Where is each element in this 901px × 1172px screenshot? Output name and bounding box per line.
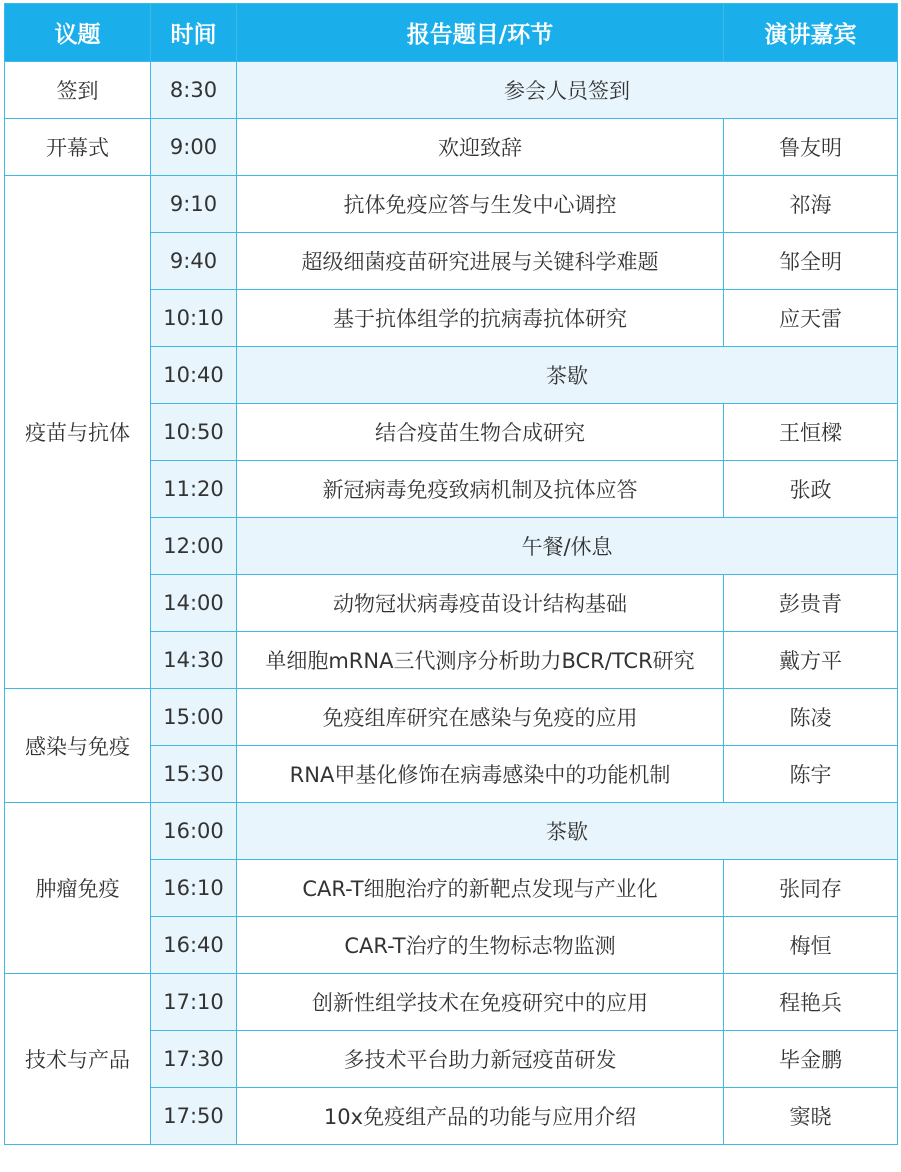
time-cell: 8:30 <box>151 62 237 119</box>
time-cell: 10:40 <box>151 347 237 404</box>
speaker-cell: 王恒樑 <box>724 404 898 461</box>
speaker-cell: 戴方平 <box>724 632 898 689</box>
time-cell: 9:00 <box>151 119 237 176</box>
agenda-header <box>5 4 898 62</box>
table-row <box>5 803 898 860</box>
talk-title-cell: 欢迎致辞 <box>237 119 724 176</box>
table-row <box>5 119 898 176</box>
time-cell: 17:10 <box>151 974 237 1031</box>
header-row <box>5 4 898 62</box>
talk-title-cell: 结合疫苗生物合成研究 <box>237 404 724 461</box>
break-cell: 茶歇 <box>237 347 898 404</box>
time-cell: 17:50 <box>151 1088 237 1145</box>
time-cell: 12:00 <box>151 518 237 575</box>
session-topic: 开幕式 <box>5 119 151 176</box>
talk-title-cell: CAR-T治疗的生物标志物监测 <box>237 917 724 974</box>
break-cell: 参会人员签到 <box>237 62 898 119</box>
speaker-cell: 陈凌 <box>724 689 898 746</box>
talk-title-cell: 动物冠状病毒疫苗设计结构基础 <box>237 575 724 632</box>
speaker-cell: 窦晓 <box>724 1088 898 1145</box>
time-cell: 16:00 <box>151 803 237 860</box>
session-topic: 签到 <box>5 62 151 119</box>
header-time: 时间 <box>151 4 237 62</box>
speaker-cell: 应天雷 <box>724 290 898 347</box>
talk-title-cell: 免疫组库研究在感染与免疫的应用 <box>237 689 724 746</box>
time-cell: 9:10 <box>151 176 237 233</box>
break-cell: 茶歇 <box>237 803 898 860</box>
speaker-cell: 毕金鹏 <box>724 1031 898 1088</box>
time-cell: 16:40 <box>151 917 237 974</box>
time-cell: 14:30 <box>151 632 237 689</box>
agenda-table <box>4 3 898 1145</box>
talk-title-cell: RNA甲基化修饰在病毒感染中的功能机制 <box>237 746 724 803</box>
session-topic: 疫苗与抗体 <box>5 176 151 689</box>
talk-title-cell: 新冠病毒免疫致病机制及抗体应答 <box>237 461 724 518</box>
time-cell: 11:20 <box>151 461 237 518</box>
header-title: 报告题目/环节 <box>237 4 724 62</box>
speaker-cell: 张同存 <box>724 860 898 917</box>
time-cell: 15:30 <box>151 746 237 803</box>
speaker-cell: 程艳兵 <box>724 974 898 1031</box>
session-topic: 感染与免疫 <box>5 689 151 803</box>
break-cell: 午餐/休息 <box>237 518 898 575</box>
time-cell: 15:00 <box>151 689 237 746</box>
talk-title-cell: CAR-T细胞治疗的新靶点发现与产业化 <box>237 860 724 917</box>
speaker-cell: 陈宇 <box>724 746 898 803</box>
talk-title-cell: 创新性组学技术在免疫研究中的应用 <box>237 974 724 1031</box>
time-cell: 17:30 <box>151 1031 237 1088</box>
time-cell: 16:10 <box>151 860 237 917</box>
talk-title-cell: 超级细菌疫苗研究进展与关键科学难题 <box>237 233 724 290</box>
table-row <box>5 689 898 746</box>
header-speaker: 演讲嘉宾 <box>724 4 898 62</box>
time-cell: 14:00 <box>151 575 237 632</box>
talk-title-cell: 单细胞mRNA三代测序分析助力BCR/TCR研究 <box>237 632 724 689</box>
speaker-cell: 鲁友明 <box>724 119 898 176</box>
speaker-cell: 邹全明 <box>724 233 898 290</box>
speaker-cell: 张政 <box>724 461 898 518</box>
session-topic: 技术与产品 <box>5 974 151 1145</box>
talk-title-cell: 基于抗体组学的抗病毒抗体研究 <box>237 290 724 347</box>
speaker-cell: 祁海 <box>724 176 898 233</box>
talk-title-cell: 10x免疫组产品的功能与应用介绍 <box>237 1088 724 1145</box>
agenda-body <box>5 62 898 1145</box>
table-row <box>5 62 898 119</box>
table-row <box>5 974 898 1031</box>
time-cell: 10:50 <box>151 404 237 461</box>
talk-title-cell: 抗体免疫应答与生发中心调控 <box>237 176 724 233</box>
session-topic: 肿瘤免疫 <box>5 803 151 974</box>
time-cell: 10:10 <box>151 290 237 347</box>
speaker-cell: 彭贵青 <box>724 575 898 632</box>
talk-title-cell: 多技术平台助力新冠疫苗研发 <box>237 1031 724 1088</box>
header-topic: 议题 <box>5 4 151 62</box>
table-row <box>5 176 898 233</box>
time-cell: 9:40 <box>151 233 237 290</box>
speaker-cell: 梅恒 <box>724 917 898 974</box>
